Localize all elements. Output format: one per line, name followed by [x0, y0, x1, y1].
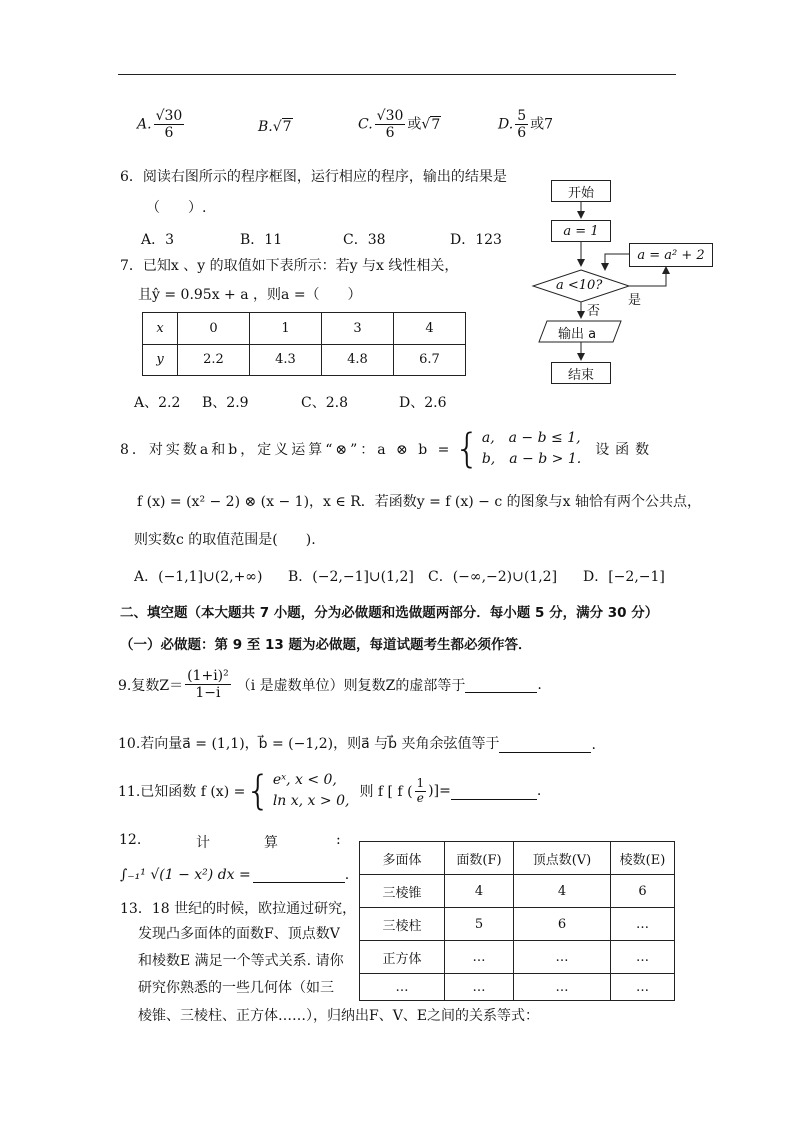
q5-option-c: C. $\frac{√30}{6}$ 或√7 [358, 108, 441, 142]
q11-answer-blank[interactable] [451, 783, 537, 800]
q11-line: 11.已知函数 f (x) = { eˣ, x < 0, ln x, x > 0, 则 f [ f ( $\frac{1}{e}$ )]= . [118, 768, 542, 814]
flowchart-condition: a <10? [556, 278, 603, 293]
q6-option-a: A．3 [141, 232, 175, 248]
q12-word1: 计 [196, 835, 210, 851]
flowchart-output: 输出 a [558, 327, 597, 342]
q7-option-a: A、2.2 [134, 395, 181, 411]
table-row: y 2.2 4.3 4.8 6.7 [143, 344, 466, 376]
q12-label: 12. [119, 832, 142, 848]
section2-subtitle: （一）必做题：第 9 至 13 题为必做题，每道试题考生都必须作答． [120, 637, 532, 653]
q9-fraction: $\frac{\text{(1+i)²}}{1-i}$ [187, 668, 229, 702]
q13-line-5: 棱锥、三棱柱、正方体……），归纳出F、V、E之间的关系等式： [138, 1008, 540, 1024]
table-row: 多面体 面数(F) 顶点数(V) 棱数(E) [360, 842, 675, 875]
q7-line1: 7．已知x 、y 的取值如下表所示：若y 与x 线性相关， [120, 258, 459, 274]
q10-answer-blank[interactable] [499, 736, 591, 753]
table-row: x 0 1 3 4 [143, 313, 466, 345]
q5-option-b: B.√7 [258, 119, 292, 135]
flowchart-end: 结束 [551, 362, 611, 384]
q7-table [142, 312, 466, 376]
q12-colon: : [336, 832, 341, 848]
q8-option-c: C．(−∞,−2)∪(1,2] [428, 569, 558, 585]
q5-option-a-fraction: $\frac{√30}{6}$ [155, 108, 183, 142]
q6-option-b: B．11 [240, 232, 283, 248]
q5-option-a-label: A. [137, 116, 152, 133]
q10-line: 10.若向量a⃗ = (1,1)，b⃗ = (−1,2)，则a⃗ 与b⃗ 夹角余弦值等于 . [118, 736, 596, 753]
q13-line-2: 发现凸多面体的面数F、顶点数V [138, 926, 340, 942]
table-row: … … … … [360, 974, 675, 1001]
q7-option-d: D、2.6 [399, 395, 447, 411]
table-row: 正方体 … … … [360, 941, 675, 974]
q12-answer-blank[interactable] [253, 866, 345, 883]
flowchart-yes-label: 是 [628, 293, 642, 308]
flowchart-update: a = a² + 2 [629, 243, 713, 267]
q12-word2: 算 [264, 835, 278, 851]
q7-option-c: C、2.8 [301, 395, 348, 411]
q13-line-1: 13．18 世纪的时候，欧拉通过研究， [120, 901, 357, 917]
q12-integral: ∫₋₁¹ √(1 − x²) dx = . [120, 867, 350, 883]
flowchart-start: 开始 [551, 180, 611, 202]
flowchart-init: a = 1 [551, 220, 611, 242]
q13-line-4: 研究你熟悉的一些几何体（如三 [138, 980, 334, 996]
q6-option-c: C．38 [343, 232, 386, 248]
q7-option-b: B、2.9 [202, 395, 249, 411]
q8-option-b: B．(−2,−1]∪(1,2] [288, 569, 414, 585]
q13-polyhedra-table [359, 841, 675, 1001]
q7-line2: 且ŷ = 0.95x + a ，则a =（ ） [138, 287, 362, 303]
q8-line1: 8．对实数a和b，定义运算“⊗”：a ⊗ b = { a, a − b ≤ 1, b, a − b > 1. 设函数 [120, 426, 656, 472]
q5-option-d: D. $\frac{5}{6}$ 或7 [498, 108, 554, 142]
section2-title: 二、填空题（本大题共 7 小题，分为必做题和选做题两部分．每小题 5 分，满分 30 分） [120, 605, 659, 621]
q8-option-a: A．(−1,1]∪(2,+∞) [134, 569, 263, 585]
q6-paren: （ ）. [146, 200, 207, 216]
flowchart-no-label: 否 [587, 304, 601, 319]
table-row: 三棱柱 5 6 … [360, 908, 675, 941]
q8-line3: 则实数c 的取值范围是( ). [134, 532, 316, 548]
q9-line: 9.复数Z＝ $\frac{\text{(1+i)²}}{1-i}$ （i 是虚数单位）则复数Z的虚部等于 . [118, 668, 542, 702]
q8-option-d: D．[−2,−1] [583, 569, 665, 585]
table-row: 三棱锥 4 4 6 [360, 875, 675, 908]
q9-answer-blank[interactable] [465, 676, 537, 693]
q8-line2: f (x) = (x² − 2) ⊗ (x − 1)，x ∈ R．若函数y = f (x) − c 的图象与x 轴恰有两个公共点， [137, 494, 701, 510]
q6-text: 6．阅读右图所示的程序框图，运行相应的程序，输出的结果是 [120, 169, 507, 185]
q6-option-d: D．123 [450, 232, 502, 248]
q13-line-3: 和棱数E 满足一个等式关系. 请你 [138, 953, 344, 969]
